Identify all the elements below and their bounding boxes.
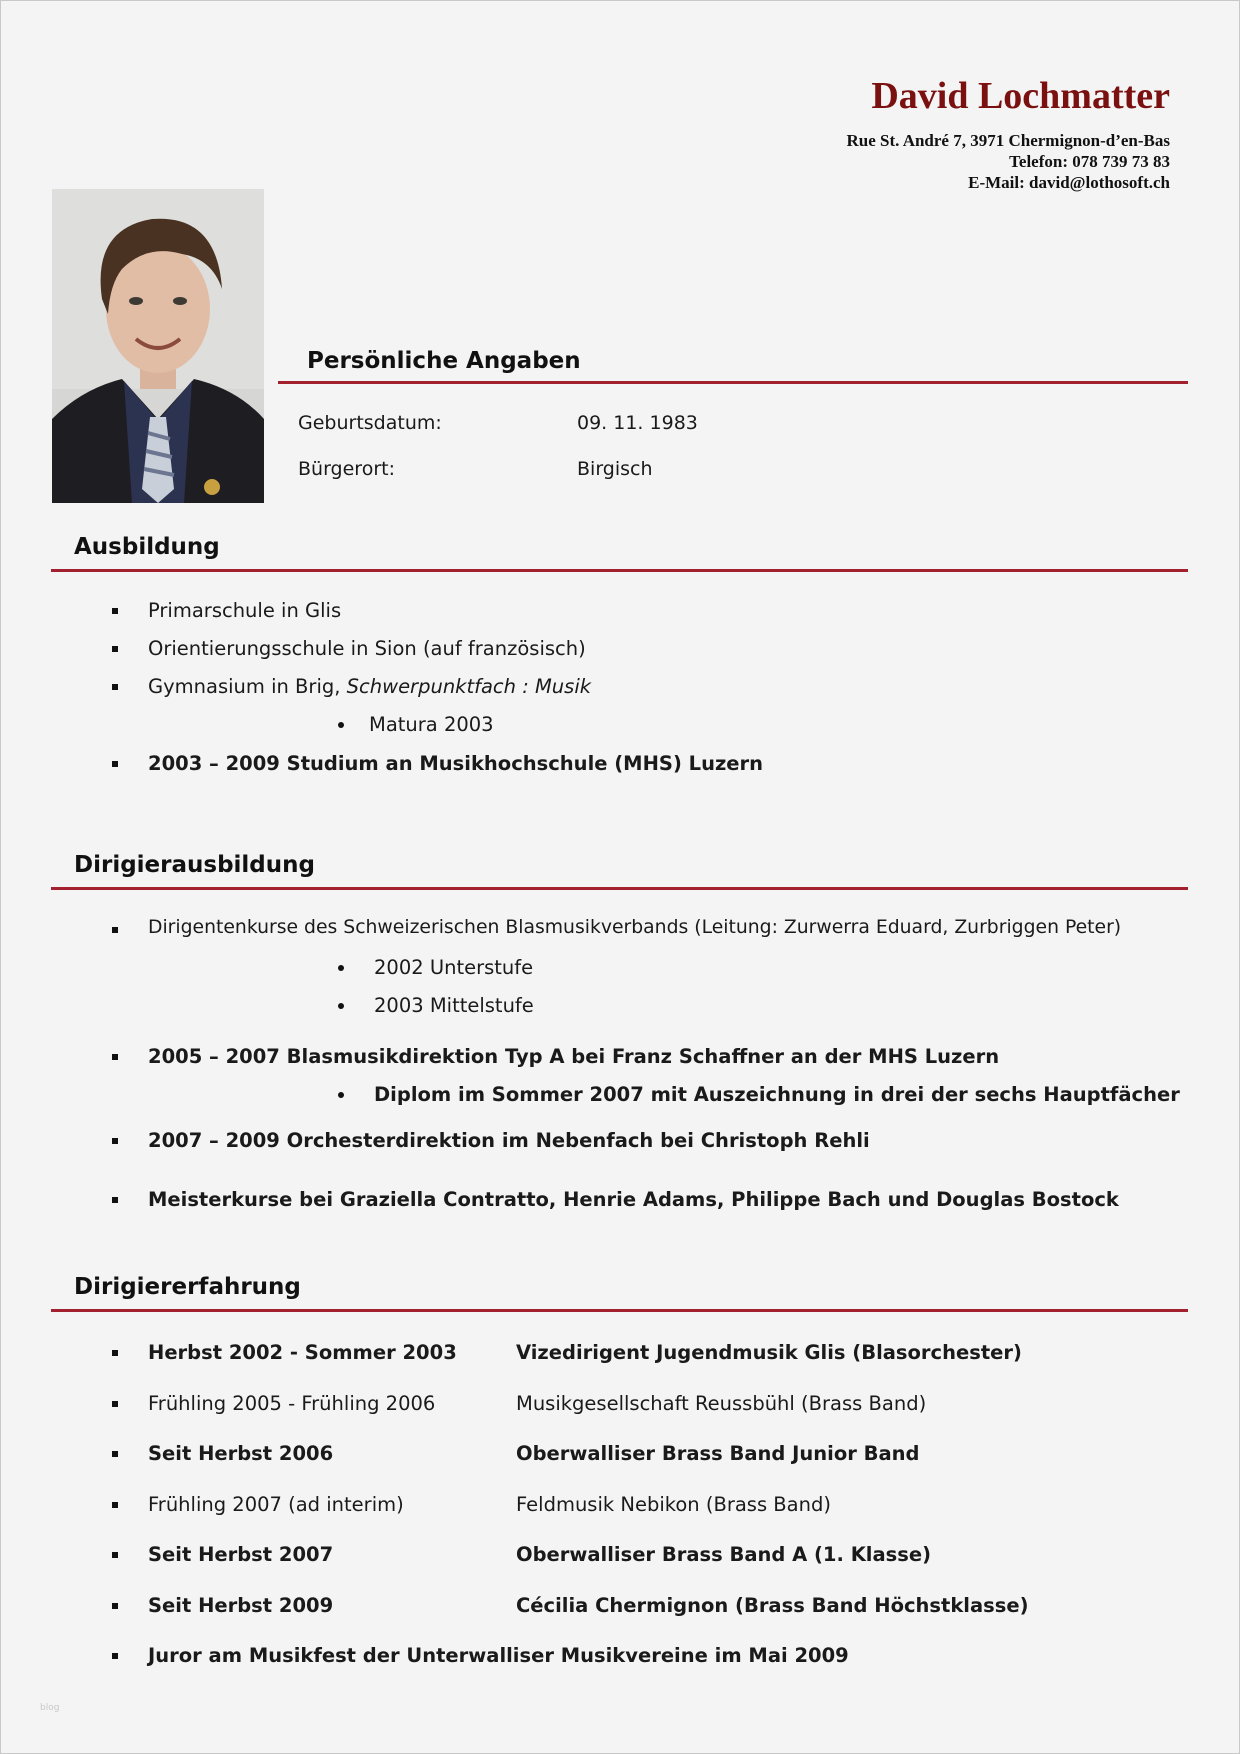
section-rule xyxy=(51,887,1188,890)
list-subitem: 2002 Unterstufe xyxy=(374,956,534,979)
round-bullet-icon xyxy=(338,1092,344,1098)
section-title-conducting-training: Dirigierausbildung xyxy=(74,852,315,878)
list-item: 2005 – 2007 Blasmusikdirektion Typ A bei Franz Schaffner an der MHS Luzern xyxy=(148,1045,1000,1068)
experience-role: Cécilia Chermignon (Brass Band Höchstklasse) xyxy=(516,1593,1029,1617)
candidate-name: David Lochmatter xyxy=(871,75,1170,117)
list-item: Primarschule in Glis xyxy=(148,599,342,622)
square-bullet-icon xyxy=(112,1350,118,1356)
list-item: Meisterkurse bei Graziella Contratto, Henrie Adams, Philippe Bach und Douglas Bostock xyxy=(148,1188,1119,1211)
square-bullet-icon xyxy=(112,646,118,652)
round-bullet-icon xyxy=(338,722,344,728)
birthdate-label: Geburtsdatum: xyxy=(298,412,442,434)
square-bullet-icon xyxy=(112,1138,118,1144)
square-bullet-icon xyxy=(112,1451,118,1457)
section-title-conducting-experience: Dirigiererfahrung xyxy=(74,1274,301,1300)
experience-period: Frühling 2007 (ad interim) xyxy=(148,1492,404,1516)
square-bullet-icon xyxy=(112,1653,118,1659)
portrait-photo xyxy=(52,189,264,503)
square-bullet-icon xyxy=(112,1603,118,1609)
round-bullet-icon xyxy=(338,1003,344,1009)
square-bullet-icon xyxy=(112,1502,118,1508)
list-item: Juror am Musikfest der Unterwalliser Musikvereine im Mai 2009 xyxy=(148,1644,849,1667)
round-bullet-icon xyxy=(338,965,344,971)
experience-role: Feldmusik Nebikon (Brass Band) xyxy=(516,1492,831,1516)
experience-role: Vizedirigent Jugendmusik Glis (Blasorchester) xyxy=(516,1341,1022,1364)
list-item: 2003 – 2009 Studium an Musikhochschule (MHS) Luzern xyxy=(148,752,764,775)
list-item: Orientierungsschule in Sion (auf französisch) xyxy=(148,637,586,660)
list-item: 2007 – 2009 Orchesterdirektion im Nebenfach bei Christoph Rehli xyxy=(148,1129,870,1152)
square-bullet-icon xyxy=(112,761,118,767)
list-item xyxy=(148,675,591,698)
section-title-personal: Persönliche Angaben xyxy=(307,348,581,374)
contact-block xyxy=(847,130,1171,193)
list-subitem: Diplom im Sommer 2007 mit Auszeichnung in drei der sechs Hauptfächer xyxy=(374,1083,1180,1106)
list-subitem: 2003 Mittelstufe xyxy=(374,994,534,1017)
list-item-emphasis: Schwerpunktfach : Musik xyxy=(346,675,592,698)
square-bullet-icon xyxy=(112,608,118,614)
square-bullet-icon xyxy=(112,684,118,690)
section-rule xyxy=(278,381,1188,384)
experience-period: Herbst 2002 - Sommer 2003 xyxy=(148,1341,457,1364)
square-bullet-icon xyxy=(112,1401,118,1407)
email[interactable]: E-Mail: david@lothosoft.ch xyxy=(968,173,1170,192)
experience-period: Seit Herbst 2009 xyxy=(148,1593,334,1617)
square-bullet-icon xyxy=(112,1197,118,1203)
phone: Telefon: 078 739 73 83 xyxy=(1009,152,1170,171)
section-rule xyxy=(51,1309,1188,1312)
square-bullet-icon xyxy=(112,927,118,933)
experience-period: Seit Herbst 2007 xyxy=(148,1543,334,1566)
watermark: blog xyxy=(40,1703,60,1713)
birthdate-value: 09. 11. 1983 xyxy=(577,412,698,434)
hometown-label: Bürgerort: xyxy=(298,458,395,480)
square-bullet-icon xyxy=(112,1552,118,1558)
hometown-value: Birgisch xyxy=(577,458,653,480)
experience-period: Seit Herbst 2006 xyxy=(148,1442,334,1465)
experience-period: Frühling 2005 - Frühling 2006 xyxy=(148,1391,436,1415)
address: Rue St. André 7, 3971 Chermignon-d’en-Bas xyxy=(846,131,1170,150)
square-bullet-icon xyxy=(112,1054,118,1060)
list-subitem: Matura 2003 xyxy=(369,713,494,736)
list-item-text: Gymnasium in Brig, xyxy=(148,675,347,698)
experience-role: Oberwalliser Brass Band Junior Band xyxy=(516,1442,920,1465)
list-item: Dirigentenkurse des Schweizerischen Blasmusikverbands (Leitung: Zurwerra Eduard, Zurbriggen Peter) xyxy=(148,917,1122,938)
experience-role: Musikgesellschaft Reussbühl (Brass Band) xyxy=(516,1391,927,1415)
section-rule xyxy=(51,569,1188,572)
section-title-education: Ausbildung xyxy=(74,534,220,560)
experience-role: Oberwalliser Brass Band A (1. Klasse) xyxy=(516,1543,931,1566)
